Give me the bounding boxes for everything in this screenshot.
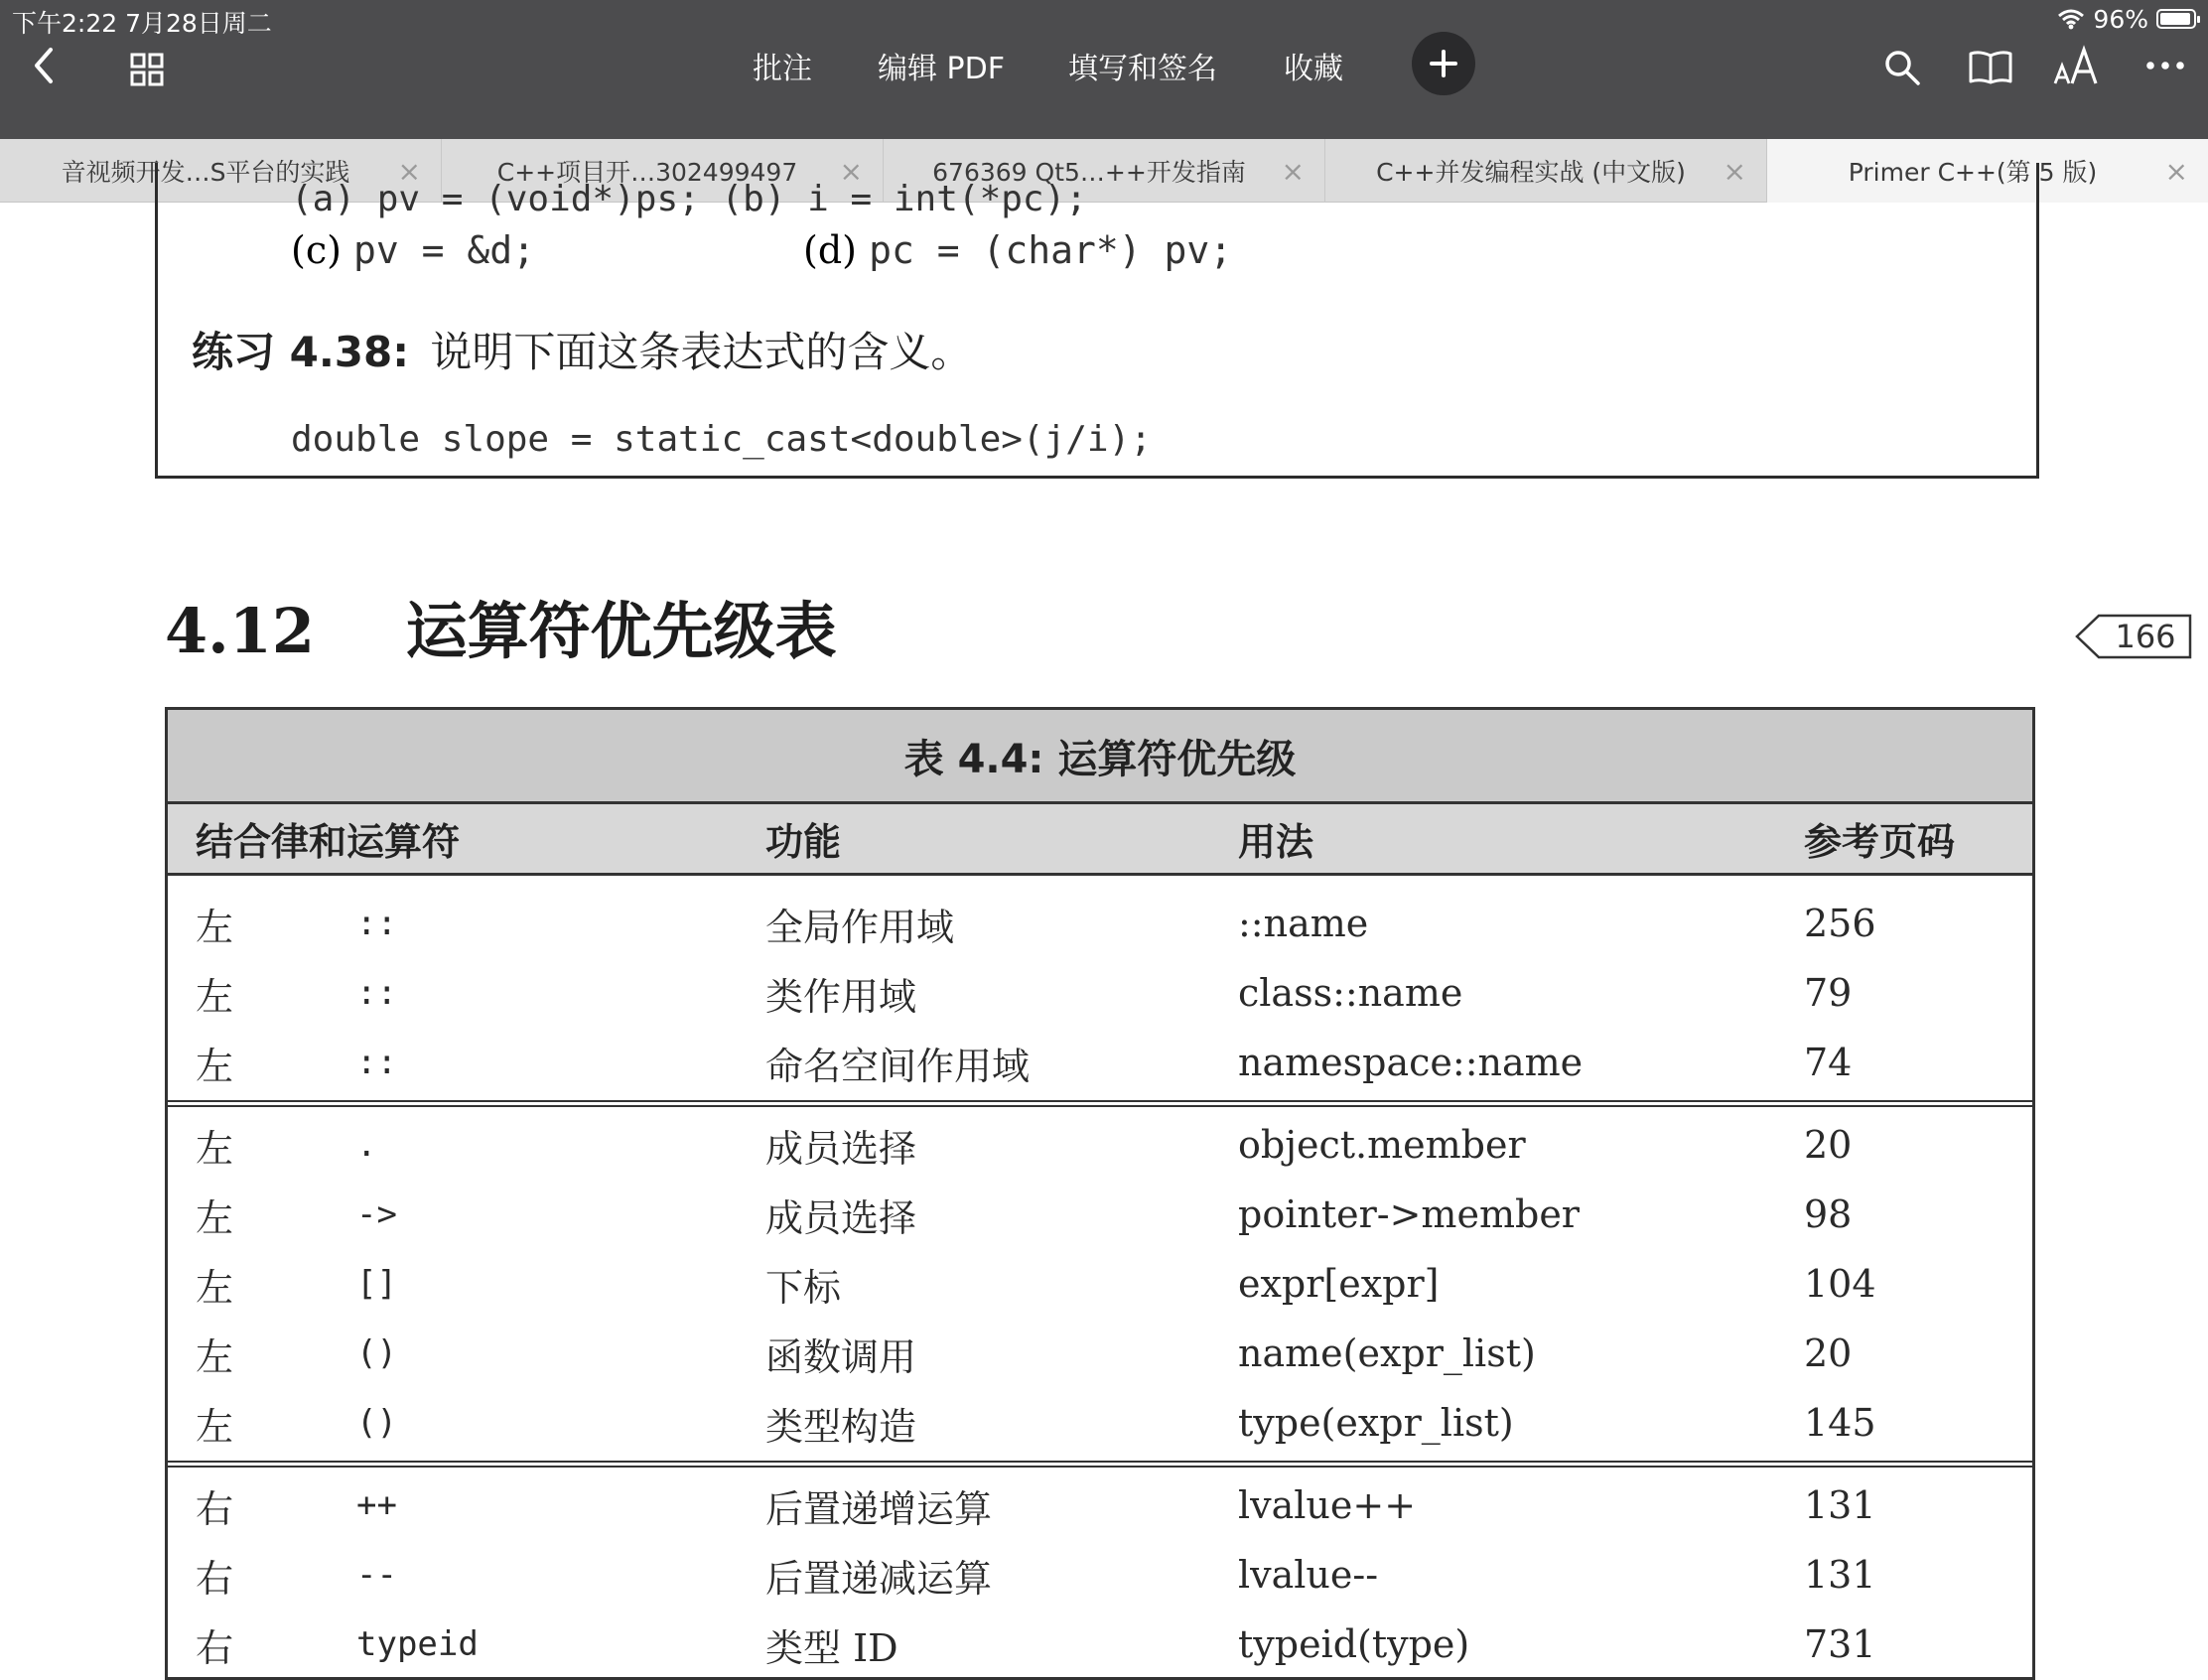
more-button[interactable] [2144, 51, 2186, 80]
table-row [168, 1470, 2032, 1540]
cell-assoc: 左 [196, 1265, 234, 1310]
cell-operator: -> [356, 1194, 397, 1234]
cell-usage: namespace::name [1238, 1041, 1584, 1084]
grid-icon [130, 53, 164, 86]
table-row [168, 1540, 2032, 1610]
cell-usage: lvalue-- [1238, 1553, 1379, 1597]
cell-page: 131 [1804, 1553, 1876, 1597]
item-label: (c) [291, 228, 342, 272]
code-text: pc = (char*) pv; [869, 228, 1233, 272]
cell-page: 256 [1804, 902, 1876, 945]
cell-page: 79 [1804, 971, 1853, 1015]
plus-icon [1429, 49, 1458, 78]
cell-page: 145 [1804, 1401, 1876, 1445]
add-button[interactable] [1412, 32, 1475, 95]
tab-label: C++并发编程实战 (中文版) [1376, 158, 1686, 187]
cell-function: 成员选择 [765, 1195, 917, 1240]
cell-usage: class::name [1238, 971, 1463, 1015]
close-icon[interactable]: × [1281, 154, 1305, 188]
cell-usage: ::name [1238, 902, 1369, 945]
cell-assoc: 右 [196, 1625, 234, 1670]
tab-label: Primer C++(第 5 版) [1848, 158, 2098, 187]
page-marker [2073, 612, 2194, 661]
code-line-d [803, 228, 1232, 272]
table-row [168, 1028, 2032, 1097]
cell-function: 类型构造 [765, 1404, 917, 1449]
wifi-icon [2057, 8, 2085, 30]
status-indicators [2057, 4, 2196, 34]
more-icon [2145, 61, 2185, 70]
cell-operator: :: [356, 973, 397, 1013]
cell-operator: ++ [356, 1485, 397, 1525]
cell-usage: pointer->member [1238, 1192, 1580, 1236]
cell-operator: [] [356, 1264, 397, 1304]
table-row [168, 889, 2032, 958]
cell-assoc: 左 [196, 1334, 234, 1379]
cell-operator: :: [356, 904, 397, 943]
page-marker-number: 166 [2115, 618, 2176, 655]
cell-usage: object.member [1238, 1123, 1526, 1167]
header-function: 功能 [765, 820, 842, 864]
table-row [168, 1110, 2032, 1180]
cell-function: 后置递增运算 [765, 1486, 993, 1531]
cell-assoc: 左 [196, 974, 234, 1019]
cell-usage: typeid(type) [1238, 1622, 1470, 1666]
favorites-menu[interactable]: 收藏 [1284, 52, 1343, 86]
battery-icon [2156, 9, 2196, 29]
search-icon [1883, 49, 1921, 86]
code-text: pv = &d; [353, 228, 536, 272]
header-usage: 用法 [1238, 820, 1314, 864]
exercise-code: double slope = static_cast<double>(j/i); [291, 419, 1152, 460]
close-icon[interactable]: × [2164, 154, 2188, 188]
code-line-partial: (a) pv = (void*)ps; (b) i = int(*pc); [291, 179, 1087, 219]
table-row [168, 1319, 2032, 1388]
cell-assoc: 右 [196, 1556, 234, 1601]
cell-usage: name(expr_list) [1238, 1331, 1536, 1375]
cell-page: 74 [1804, 1041, 1853, 1084]
chevron-left-icon [33, 47, 55, 84]
cell-page: 731 [1804, 1622, 1876, 1666]
cell-assoc: 左 [196, 1044, 234, 1088]
close-icon[interactable]: × [1723, 154, 1746, 188]
cell-operator: -- [356, 1555, 397, 1595]
operator-precedence-table [165, 707, 2035, 1680]
tab-label: 676369 Qt5…++开发指南 [932, 158, 1246, 187]
cell-assoc: 右 [196, 1486, 234, 1531]
edit-pdf-menu[interactable]: 编辑 PDF [878, 52, 1005, 86]
header-page: 参考页码 [1804, 820, 1956, 864]
exercise-box [155, 163, 2039, 479]
cell-page: 20 [1804, 1123, 1853, 1167]
status-time: 下午2:22 7月28日周二 [12, 9, 272, 38]
cell-page: 104 [1804, 1262, 1876, 1306]
table-row [168, 1388, 2032, 1458]
table-row [168, 1610, 2032, 1679]
cell-function: 下标 [765, 1265, 842, 1310]
close-icon[interactable]: × [839, 154, 863, 188]
fill-sign-menu[interactable]: 填写和签名 [1068, 52, 1217, 86]
group-divider [168, 1461, 2032, 1468]
cell-function: 类作用域 [765, 974, 917, 1019]
thumbnails-button[interactable] [127, 50, 167, 89]
code-line-c [291, 228, 535, 272]
table-row [168, 1249, 2032, 1319]
close-icon[interactable]: × [397, 154, 421, 188]
exercise-heading [192, 320, 972, 379]
reading-mode-button[interactable] [1966, 46, 2015, 89]
cell-function: 命名空间作用域 [765, 1044, 1031, 1088]
header-assoc: 结合律和运算符 [196, 820, 461, 864]
section-number: 4.12 [165, 595, 316, 667]
cell-page: 98 [1804, 1192, 1853, 1236]
cell-usage: lvalue++ [1238, 1483, 1417, 1527]
battery-percent: 96% [2093, 4, 2148, 34]
text-size-icon [2052, 44, 2106, 87]
item-label: (d) [803, 228, 857, 272]
cell-operator: () [356, 1403, 397, 1443]
pdf-page [0, 179, 2208, 1670]
cell-assoc: 左 [196, 1404, 234, 1449]
table-row [168, 1180, 2032, 1249]
book-icon [1968, 50, 2013, 85]
cell-operator: typeid [356, 1624, 479, 1664]
exercise-label: 练习 4.38: [192, 328, 410, 376]
cell-function: 全局作用域 [765, 905, 955, 949]
cell-page: 20 [1804, 1331, 1853, 1375]
group-divider [168, 1100, 2032, 1107]
search-button[interactable] [1880, 46, 1924, 89]
tab-label: C++项目开…302499497 [496, 158, 798, 187]
cell-assoc: 左 [196, 1195, 234, 1240]
table-row [168, 958, 2032, 1028]
cell-operator: :: [356, 1043, 397, 1082]
cell-assoc: 左 [196, 1126, 234, 1171]
cell-operator: . [356, 1125, 377, 1165]
cell-function: 成员选择 [765, 1126, 917, 1171]
cell-function: 函数调用 [765, 1334, 917, 1379]
table-caption: 表 4.4: 运算符优先级 [168, 710, 2032, 804]
tab-label: 音视频开发…S平台的实践 [61, 158, 350, 187]
cell-assoc: 左 [196, 905, 234, 949]
cell-usage: expr[expr] [1238, 1262, 1440, 1306]
cell-usage: type(expr_list) [1238, 1401, 1514, 1445]
cell-page: 131 [1804, 1483, 1876, 1527]
section-title: 运算符优先级表 [405, 595, 837, 667]
annotate-menu[interactable]: 批注 [753, 52, 812, 86]
section-heading [165, 582, 837, 670]
top-toolbar [0, 0, 2208, 139]
text-size-button[interactable] [2051, 42, 2107, 89]
cell-function: 类型 ID [765, 1625, 898, 1670]
back-button[interactable] [24, 44, 64, 87]
exercise-text: 说明下面这条表达式的含义。 [430, 328, 973, 376]
cell-function: 后置递减运算 [765, 1556, 993, 1601]
cell-operator: () [356, 1333, 397, 1373]
table-header-row [168, 804, 2032, 876]
